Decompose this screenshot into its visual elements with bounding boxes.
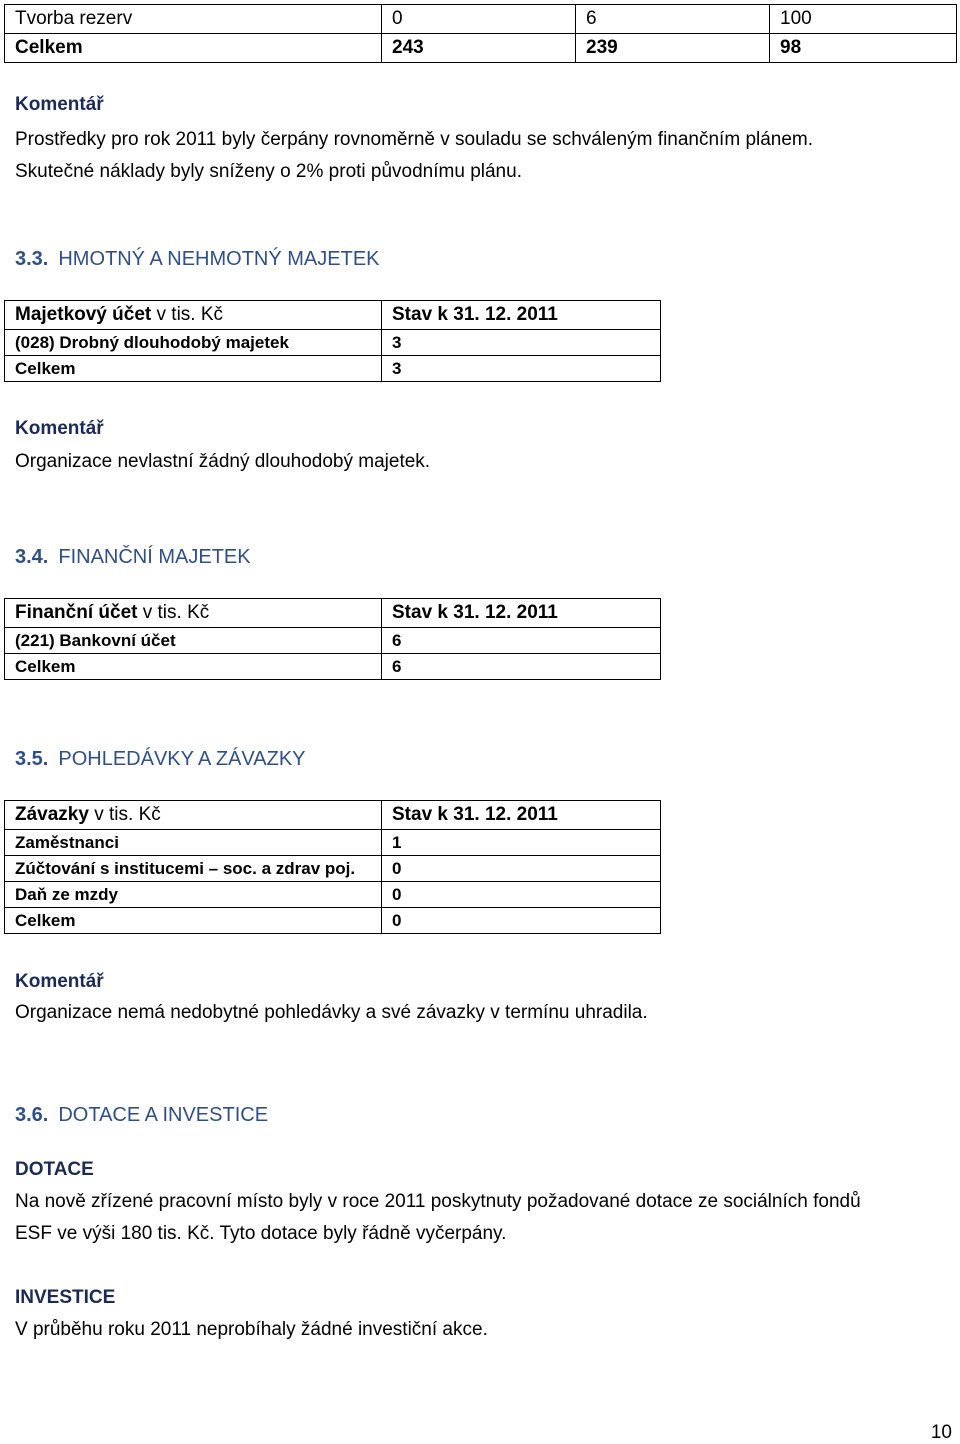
row-value: 1 (382, 830, 661, 856)
column-header-value: Stav k 31. 12. 2011 (382, 301, 661, 330)
row-label: Tvorba rezerv (5, 5, 382, 34)
section-number: 3.5. (15, 748, 49, 770)
comment-label: Komentář (15, 94, 104, 115)
section-title: FINANČNÍ MAJETEK (58, 546, 251, 568)
cell-value: 0 (382, 5, 576, 34)
cell-value: 239 (576, 34, 770, 63)
table-row (5, 34, 957, 63)
row-label: Celkem (5, 908, 382, 934)
table-row (5, 356, 661, 382)
row-label: (221) Bankovní účet (5, 628, 382, 654)
cell-value: 98 (770, 34, 957, 63)
comment-line: Skutečné náklady byly sníženy o 2% proti původnímu plánu. (15, 161, 522, 182)
section-heading (15, 1104, 268, 1127)
section-heading (15, 546, 251, 569)
section-number: 3.6. (15, 1104, 49, 1126)
dotace-text (15, 1186, 861, 1250)
row-value: 0 (382, 856, 661, 882)
comment-line: Prostředky pro rok 2011 byly čerpány rovnoměrně v souladu se schváleným finančním plánem. (15, 129, 814, 150)
table-row (5, 628, 661, 654)
row-value: 6 (382, 628, 661, 654)
table-row (5, 856, 661, 882)
column-header-value: Stav k 31. 12. 2011 (382, 599, 661, 628)
investice-label: INVESTICE (15, 1287, 116, 1308)
cell-value: 243 (382, 34, 576, 63)
financial-table (4, 598, 661, 680)
top-table (4, 4, 957, 63)
header-rest: v tis. Kč (137, 602, 210, 623)
column-header (5, 801, 382, 830)
comment-label: Komentář (15, 971, 104, 992)
dotace-line: ESF ve výši 180 tis. Kč. Tyto dotace byly řádně vyčerpány. (15, 1223, 507, 1244)
comment-text (15, 124, 813, 188)
header-bold: Závazky (15, 804, 89, 825)
dotace-label: DOTACE (15, 1159, 94, 1180)
table-row (5, 830, 661, 856)
column-header-value: Stav k 31. 12. 2011 (382, 801, 661, 830)
row-value: 3 (382, 330, 661, 356)
row-label: Zaměstnanci (5, 830, 382, 856)
table-header-row (5, 301, 661, 330)
row-value: 3 (382, 356, 661, 382)
table-row (5, 330, 661, 356)
header-bold: Majetkový účet (15, 304, 152, 325)
section-heading (15, 248, 380, 271)
comment-text: Organizace nemá nedobytné pohledávky a své závazky v termínu uhradila. (15, 1002, 648, 1023)
table-row (5, 908, 661, 934)
row-value: 0 (382, 882, 661, 908)
table-row (5, 5, 957, 34)
row-label: Zúčtování s institucemi – soc. a zdrav poj. (5, 856, 382, 882)
cell-value: 100 (770, 5, 957, 34)
section-title: HMOTNÝ A NEHMOTNÝ MAJETEK (58, 248, 380, 270)
liabilities-table (4, 800, 661, 934)
investice-text: V průběhu roku 2011 neprobíhaly žádné investiční akce. (15, 1319, 488, 1340)
row-label: (028) Drobný dlouhodobý majetek (5, 330, 382, 356)
column-header (5, 301, 382, 330)
row-label: Celkem (5, 356, 382, 382)
dotace-line: Na nově zřízené pracovní místo byly v roce 2011 poskytnuty požadované dotace ze sociálních fondů (15, 1191, 861, 1212)
asset-table (4, 300, 661, 382)
column-header (5, 599, 382, 628)
comment-text: Organizace nevlastní žádný dlouhodobý majetek. (15, 451, 431, 472)
header-bold: Finanční účet (15, 602, 138, 623)
table-header-row (5, 599, 661, 628)
row-label: Celkem (5, 34, 382, 63)
page-number: 10 (930, 1422, 952, 1443)
header-rest: v tis. Kč (88, 804, 161, 825)
section-title: DOTACE A INVESTICE (58, 1104, 269, 1126)
row-value: 0 (382, 908, 661, 934)
section-number: 3.3. (15, 248, 49, 270)
section-heading (15, 748, 306, 771)
row-label: Daň ze mzdy (5, 882, 382, 908)
section-number: 3.4. (15, 546, 49, 568)
comment-label: Komentář (15, 418, 104, 439)
table-row (5, 882, 661, 908)
table-header-row (5, 801, 661, 830)
cell-value: 6 (576, 5, 770, 34)
table-row (5, 654, 661, 680)
row-label: Celkem (5, 654, 382, 680)
section-title: POHLEDÁVKY A ZÁVAZKY (58, 748, 306, 770)
header-rest: v tis. Kč (151, 304, 224, 325)
row-value: 6 (382, 654, 661, 680)
